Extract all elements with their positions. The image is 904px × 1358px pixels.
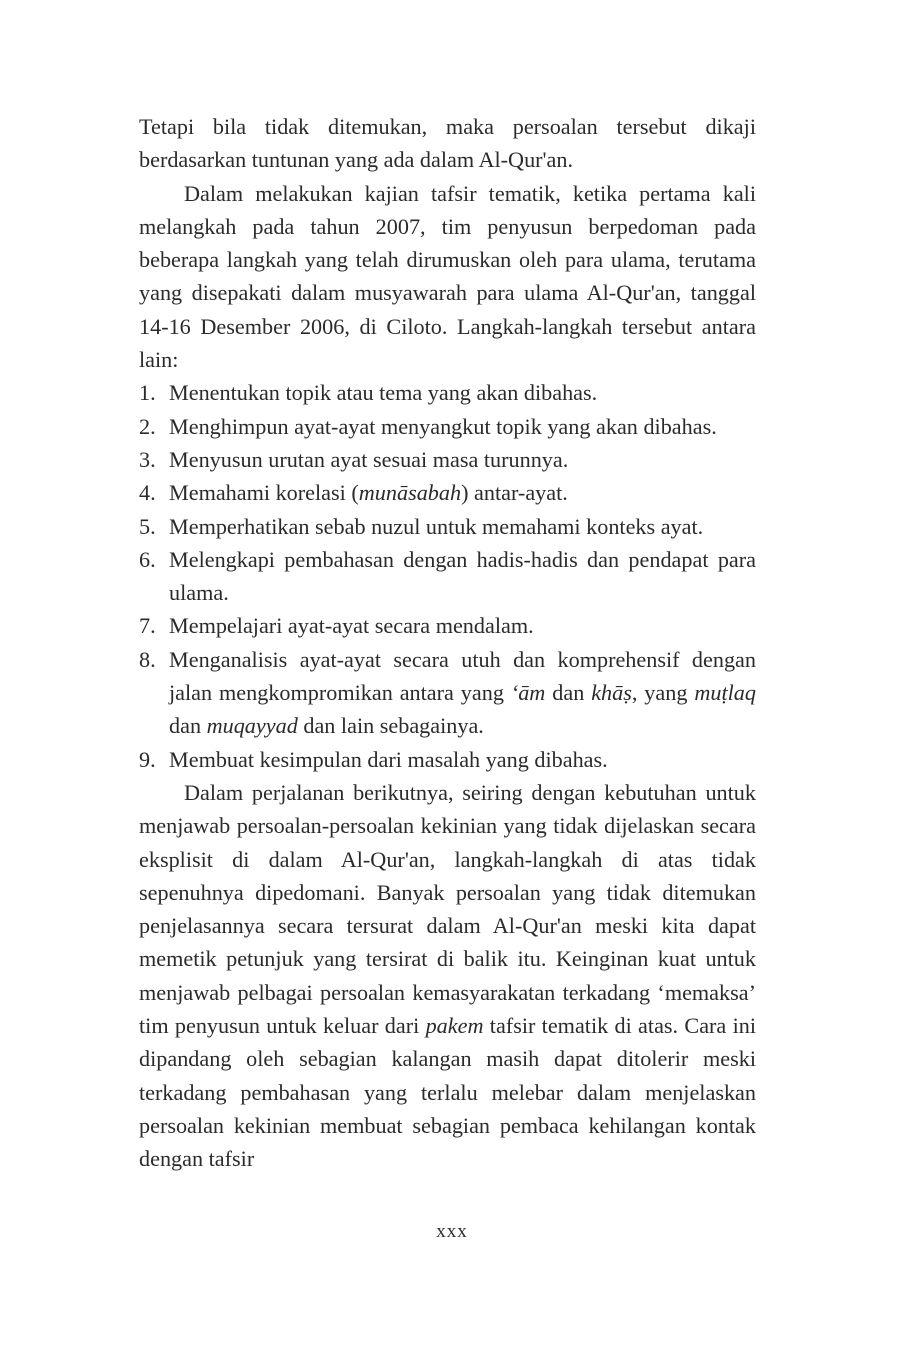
list-item — [139, 476, 756, 509]
arabic-term: munāsabah — [358, 480, 462, 506]
list-text: Memperhatikan sebab nuzul untuk memahami konteks ayat. — [169, 513, 704, 539]
list-text: ) antar-ayat. — [461, 480, 568, 506]
list-number: 4. — [139, 480, 156, 506]
list-text: Menyusun urutan ayat sesuai masa turunnya. — [169, 446, 569, 472]
list-text: Melengkapi pembahasan dengan hadis-hadis dan pendapat para ulama. — [169, 546, 756, 606]
list-item — [139, 543, 756, 610]
arabic-term: muṭlaq — [694, 680, 756, 706]
list-number: 5. — [139, 513, 156, 539]
list-text: Menganalisis ayat-ayat secara utuh dan komprehensif dengan jalan mengkompromikan antara yang — [169, 646, 756, 706]
page-number: xxx — [436, 1221, 468, 1242]
arabic-term: khāṣ — [591, 680, 632, 706]
arabic-term: ‘ām — [510, 680, 546, 706]
list-text: dan — [545, 680, 592, 706]
list-number: 9. — [139, 746, 156, 772]
paragraph-method-intro: Dalam melakukan kajian tafsir tematik, ketika pertama kali melangkah pada tahun 2007, tim penyusun berpedoman pada beberapa langkah yang telah dirumuskan oleh para ulama, terutama yang disepakati dalam musyawarah para ulama Al-Qur'an, tanggal 14-16 Desember 2006, di Ciloto. Langkah-langkah tersebut antara lain: — [139, 180, 756, 373]
list-text: , yang — [631, 680, 695, 706]
list-text: Membuat kesimpulan dari masalah yang dibahas. — [169, 746, 608, 772]
page-body — [139, 110, 756, 1176]
list-item — [139, 643, 756, 743]
list-item — [139, 443, 756, 476]
list-item — [139, 743, 756, 776]
paragraph-continuation: Tetapi bila tidak ditemukan, maka persoalan tersebut dikaji berdasarkan tuntunan yang ada dalam Al-Qur'an. — [139, 114, 756, 173]
list-item — [139, 376, 756, 409]
list-number: 6. — [139, 546, 156, 572]
list-number: 2. — [139, 413, 156, 439]
italic-term: pakem — [425, 1013, 484, 1039]
list-number: 3. — [139, 446, 156, 472]
list-text: dan — [169, 713, 207, 739]
list-number: 7. — [139, 613, 156, 639]
list-number: 1. — [139, 380, 156, 406]
list-text: dan lain sebagainya. — [297, 713, 484, 739]
list-text: Mempelajari ayat-ayat secara mendalam. — [169, 613, 534, 639]
list-item — [139, 410, 756, 443]
list-text: Menghimpun ayat-ayat menyangkut topik yang akan dibahas. — [169, 413, 717, 439]
paragraph-text: Dalam perjalanan berikutnya, seiring dengan kebutuhan untuk menjawab persoalan-persoalan kekinian yang tidak dijelaskan secara eksplisit di dalam Al-Qur'an, langkah-langkah di atas tidak sepenuhnya dipedomani. Banyak persoalan yang tidak ditemukan penjelasannya secara tersurat dalam Al-Qur'an meski kita dapat memetik petunjuk yang tersirat di balik itu. Keinginan kuat untuk menjawab pelbagai persoalan kemasyarakatan terkadang ‘memaksa’ tim penyusun untuk keluar dari — [139, 779, 756, 1039]
list-item — [139, 510, 756, 543]
list-text: Menentukan topik atau tema yang akan dibahas. — [169, 380, 598, 406]
list-number: 8. — [139, 646, 156, 672]
list-text: Memahami korelasi ( — [169, 480, 359, 506]
list-item — [139, 609, 756, 642]
steps-list — [139, 376, 756, 776]
arabic-term: muqayyad — [206, 713, 298, 739]
paragraph-closing — [139, 776, 756, 1176]
paragraph-text: tafsir tematik di atas. Cara ini dipandang oleh sebagian kalangan masih dapat ditolerir meski terkadang pembahasan yang terlalu melebar dalam menjelaskan persoalan kekinian membuat sebagian pembaca kehilangan kontak dengan tafsir — [139, 1013, 756, 1172]
